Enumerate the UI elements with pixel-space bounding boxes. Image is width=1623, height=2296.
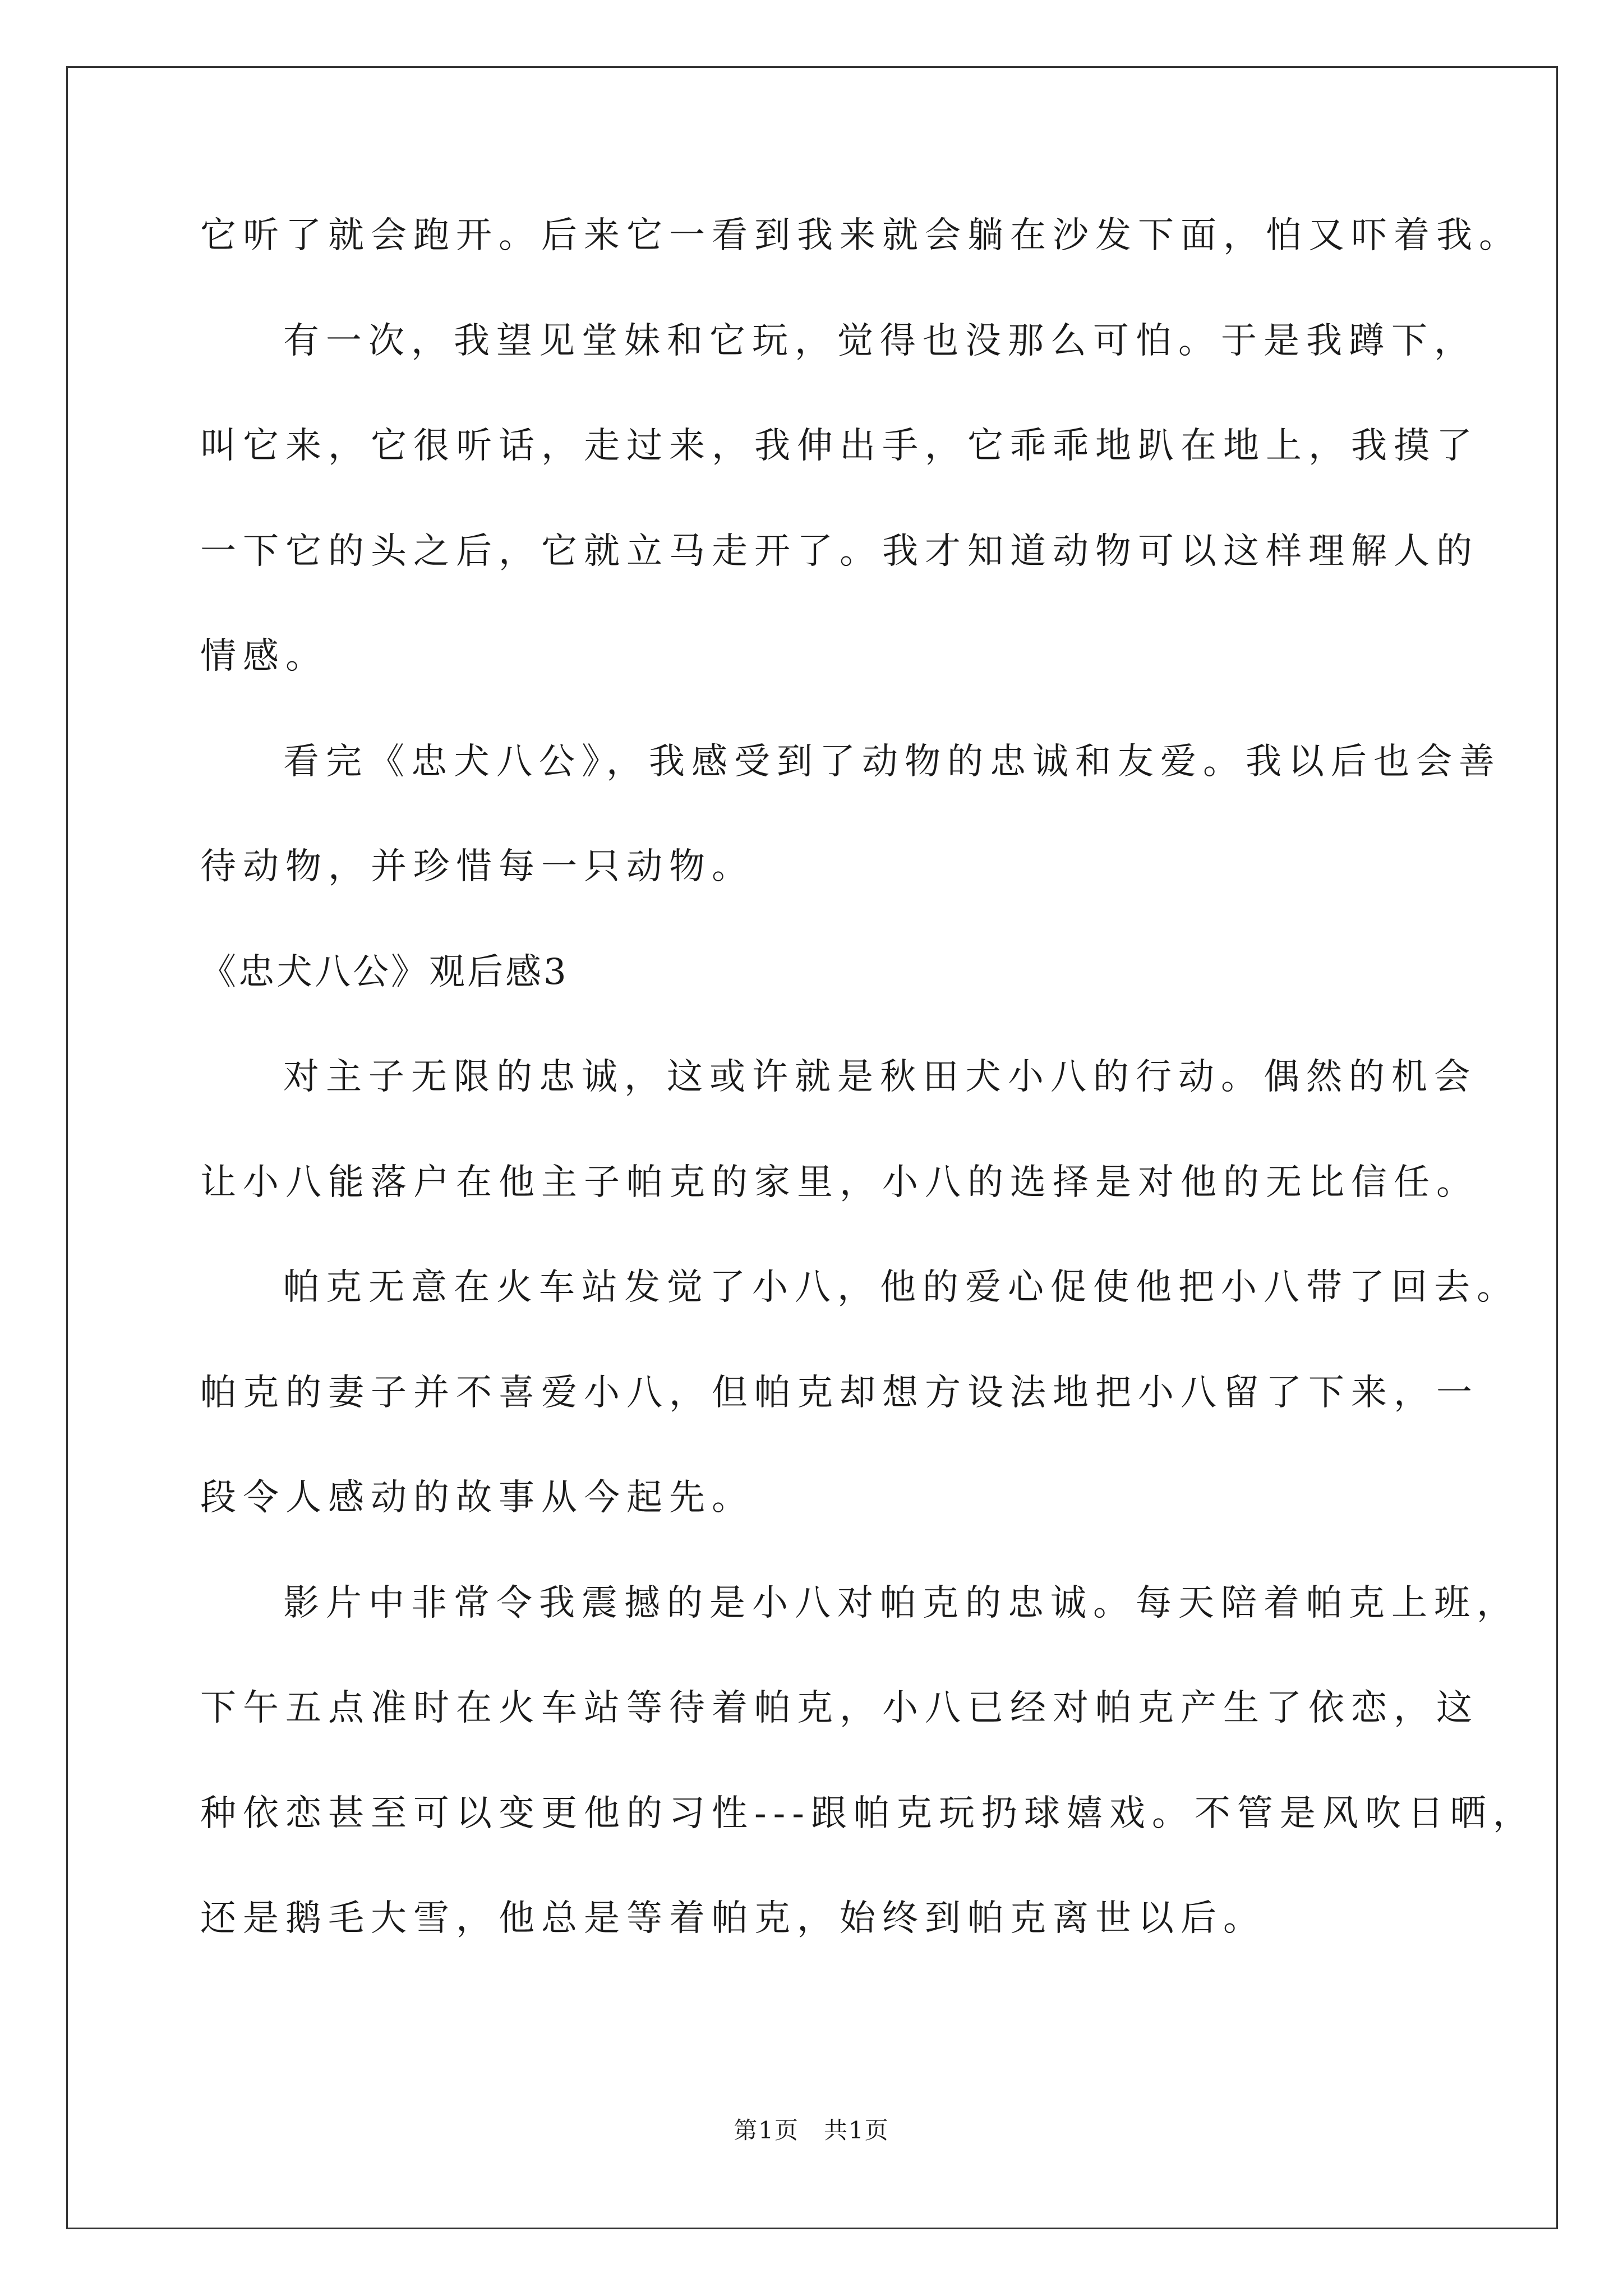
body-line: 让小八能落户在他主子帕克的家里，小八的选择是对他的无比信任。	[200, 1162, 1479, 1203]
body-line: 一下它的头之后，它就立马走开了。我才知道动物可以这样理解人的	[200, 531, 1479, 572]
section-heading: 《忠犬八公》观后感3	[200, 951, 569, 993]
paragraph-start-line: 有一次，我望见堂妹和它玩，觉得也没那么可怕。于是我蹲下，	[283, 320, 1477, 362]
body-line: 它听了就会跑开。后来它一看到我来就会躺在沙发下面，怕又吓着我。	[200, 215, 1521, 256]
body-line: 还是鹅毛大雪，他总是等着帕克，始终到帕克离世以后。	[200, 1898, 1266, 1939]
paragraph-start-line: 对主子无限的忠诚，这或许就是秋田犬小八的行动。偶然的机会	[283, 1056, 1477, 1098]
body-line: 段令人感动的故事从今起先。	[200, 1477, 754, 1519]
page-number-footer: 第1页 共1页	[734, 2116, 889, 2144]
paragraph-start-line: 看完《忠犬八公》，我感受到了动物的忠诚和友爱。我以后也会善	[283, 741, 1501, 783]
body-line: 待动物，并珍惜每一只动物。	[200, 846, 754, 887]
body-line: 叫它来，它很听话，走过来，我伸出手，它乖乖地趴在地上，我摸了	[200, 425, 1479, 467]
body-line: 种依恋甚至可以变更他的习性---跟帕克玩扔球嬉戏。不管是风吹日晒，	[200, 1793, 1536, 1834]
body-line: 下午五点准时在火车站等待着帕克，小八已经对帕克产生了依恋，这	[200, 1687, 1479, 1729]
body-line: 帕克的妻子并不喜爱小八，但帕克却想方设法地把小八留了下来，一	[200, 1372, 1479, 1414]
paragraph-start-line: 帕克无意在火车站发觉了小八，他的爱心促使他把小八带了回去。	[283, 1267, 1519, 1308]
paragraph-start-line: 影片中非常令我震撼的是小八对帕克的忠诚。每天陪着帕克上班，	[283, 1582, 1519, 1624]
body-line: 情感。	[200, 636, 328, 677]
